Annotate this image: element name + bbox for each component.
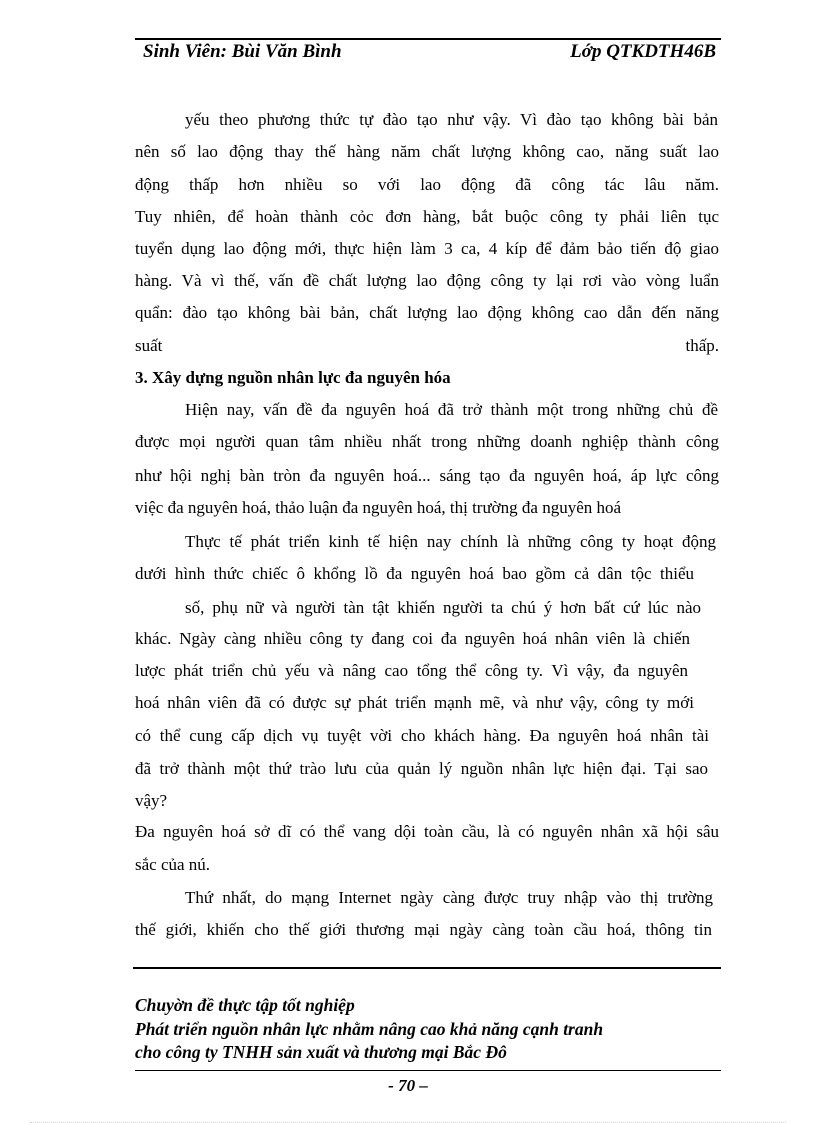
footer-rule [133,967,721,969]
body-line: được mọi người quan tâm nhiều nhất trong những doanh nghiệp thành công [135,432,719,451]
footer-title: Chuyờn đề thực tập tốt nghiệp [135,995,355,1015]
footer-topic-line-1: Phát triển nguồn nhân lực nhằm nâng cao khả năng cạnh tranh [135,1019,604,1039]
header-student-name: Sinh Viên: Bùi Văn Bình [143,41,342,62]
body-line: tuyển dụng lao động mới, thực hiện làm 3 ca, 4 kíp để đảm bảo tiến độ giao [135,239,719,258]
body-line: số, phụ nữ và người tàn tật khiến người ta chú ý hơn bất cứ lúc nào [185,598,701,617]
body-line: động thấp hơn nhiều so với lao động đã công tác lâu năm. [135,175,719,194]
footer-bottom-rule [135,1070,721,1071]
body-line: vậy? [135,791,168,810]
body-line: lược phát triển chủ yếu và nâng cao tổng thể công ty. Vì vậy, đa nguyên [135,661,688,680]
body-line: Thứ nhất, do mạng Internet ngày càng được truy nhập vào thị trường [185,888,713,907]
body-line: nên số lao động thay thế hàng năm chất lượng không cao, năng suất lao [135,142,719,161]
body-line: Đa nguyên hoá sở dĩ có thể vang dội toàn cầu, là có nguyên nhân xã hội sâu [135,822,719,841]
body-line: Tuy nhiên, để hoàn thành cỏc đơn hàng, bắt buộc công ty phải liên tục [135,207,719,226]
body-line: sắc của nú. [135,855,211,874]
body-line: thế giới, khiến cho thế giới thương mại ngày càng toàn cầu hoá, thông tin [135,920,712,939]
body-line: suất thấp. [135,336,719,355]
body-line: Hiện nay, vấn đề đa nguyên hoá đã trở thành một trong những chủ đề [185,400,718,419]
body-line: hoá nhân viên đã có được sự phát triển mạnh mẽ, và như vậy, công ty mới [135,693,694,712]
body-line: việc đa nguyên hoá, thảo luận đa nguyên hoá, thị trường đa nguyên hoá [135,498,622,517]
body-line: hàng. Và vì thế, vấn đề chất lượng lao động công ty lại rơi vào vòng luẩn [135,271,719,290]
body-line: quẩn: đào tạo không bài bản, chất lượng lao động không cao dẫn đến năng [135,303,719,322]
body-line: yếu theo phương thức tự đào tạo như vậy. Vì đào tạo không bài bản [185,110,718,129]
section-heading: 3. Xây dựng nguồn nhân lực đa nguyên hóa [135,368,451,387]
body-line: như hội nghị bàn tròn đa nguyên hoá... sáng tạo đa nguyên hoá, áp lực công [135,466,719,485]
body-line: khác. Ngày càng nhiều công ty đang coi đa nguyên hoá nhân viên là chiến [135,629,690,648]
body-line: có thể cung cấp dịch vụ tuyệt vời cho khách hàng. Đa nguyên hoá nhân tài [135,726,709,745]
footer-topic-line-2: cho công ty TNHH sản xuất và thương mại Bắc Đô [135,1042,507,1062]
body-line: đã trở thành một thứ trào lưu của quản lý nguồn nhân lực hiện đại. Tại sao [135,759,708,778]
header-rule [135,38,721,40]
page-number: - 70 – [388,1076,428,1095]
body-line: Thực tế phát triển kinh tế hiện nay chính là những công ty hoạt động [185,532,716,551]
body-line: dưới hình thức chiếc ô khổng lồ đa nguyên hoá bao gồm cả dân tộc thiểu [135,564,694,583]
header-class: Lớp QTKDTH46B [570,41,716,62]
